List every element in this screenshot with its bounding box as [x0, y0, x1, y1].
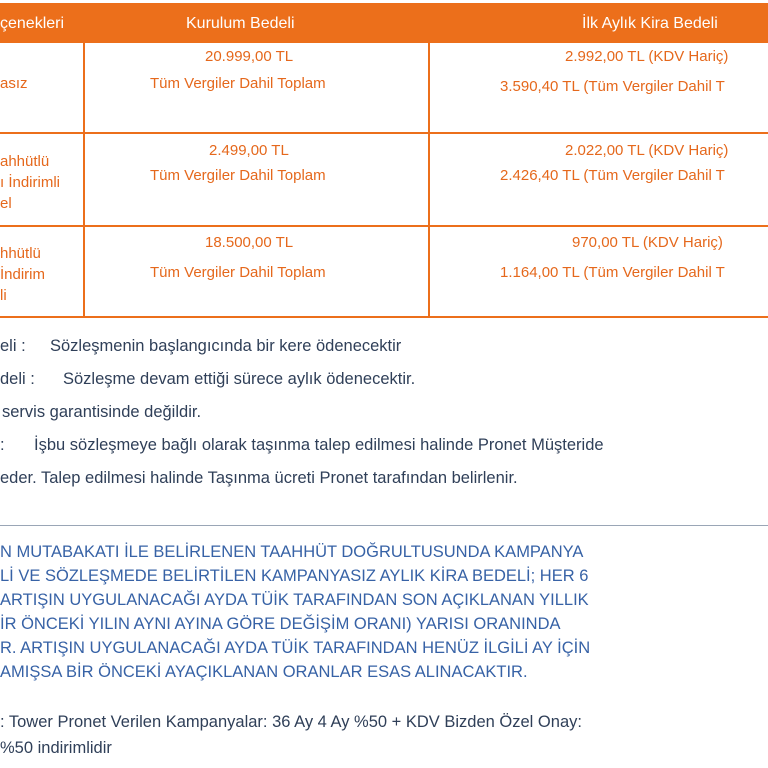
terms-line: İR ÖNCEKİ YILIN AYNI AYINA GÖRE DEĞİŞİM ORANI) YARISI ORANINDA: [0, 615, 561, 633]
setup-note: Tüm Vergiler Dahil Toplam: [150, 75, 326, 92]
header-options: çenekleri: [0, 15, 65, 32]
setup-price: 2.499,00 TL: [209, 142, 289, 159]
terms-line: Lİ VE SÖZLEŞMEDE BELİRTİLEN KAMPANYASIZ AYLIK KİRA BEDELİ; HER 6: [0, 567, 589, 585]
note-text: eder. Talep edilmesi halinde Taşınma ücreti Pronet tarafından belirlenir.: [0, 469, 518, 487]
label-line: el: [0, 195, 12, 212]
column-divider: [428, 43, 430, 318]
header-monthly-rent: İlk Aylık Kira Bedeli: [582, 15, 718, 32]
note-key: eli :: [0, 337, 26, 355]
note-text: Sözleşmenin başlangıcında bir kere ödenecektir: [50, 337, 402, 355]
row-divider: [0, 316, 768, 318]
terms-line: R. ARTIŞIN UYGULANACAĞI AYDA TÜİK TARAFINDAN HENÜZ İLGİLİ AY İÇİN: [0, 639, 591, 657]
table-row-label: [0, 73, 28, 94]
rent-incl-vat: 2.426,40 TL (Tüm Vergiler Dahil T: [500, 167, 725, 184]
setup-note: Tüm Vergiler Dahil Toplam: [150, 264, 326, 281]
campaign-line: %50 indirimlidir: [0, 739, 112, 757]
note-text: Sözleşme devam ettiği sürece aylık ödenecektir.: [63, 370, 416, 388]
note-key: :: [0, 436, 5, 454]
label-line: İndirim: [0, 266, 46, 283]
rent-excl-vat: 970,00 TL (KDV Hariç): [572, 234, 723, 251]
setup-price: 20.999,00 TL: [205, 48, 294, 65]
row-divider: [0, 132, 768, 134]
setup-price: 18.500,00 TL: [205, 234, 294, 251]
table-row-label: [0, 243, 45, 306]
label-line: ahhütlü: [0, 153, 50, 170]
rent-incl-vat: 1.164,00 TL (Tüm Vergiler Dahil T: [500, 264, 725, 281]
rent-excl-vat: 2.022,00 TL (KDV Hariç): [565, 142, 729, 159]
label-line: ı İndirimli: [0, 174, 61, 191]
column-divider: [83, 43, 85, 318]
terms-line: ARTIŞIN UYGULANACAĞI AYDA TÜİK TARAFINDAN SON AÇIKLANAN YILLIK: [0, 591, 589, 609]
terms-line: N MUTABAKATI İLE BELİRLENEN TAAHHÜT DOĞRULTUSUNDA KAMPANYA: [0, 543, 584, 561]
note-text: İşbu sözleşmeye bağlı olarak taşınma talep edilmesi halinde Pronet Müşteride: [34, 436, 604, 454]
label-line: hhütlü: [0, 245, 41, 262]
table-header: [0, 3, 768, 43]
label-line: asız: [0, 75, 28, 92]
setup-note: Tüm Vergiler Dahil Toplam: [150, 167, 326, 184]
terms-line: AMIŞSA BİR ÖNCEKİ AYAÇIKLANAN ORANLAR ESAS ALINACAKTIR.: [0, 663, 528, 681]
table-row-label: [0, 151, 60, 214]
label-line: li: [0, 287, 7, 304]
note-key: deli :: [0, 370, 35, 388]
campaign-line: : Tower Pronet Verilen Kampanyalar: 36 Ay 4 Ay %50 + KDV Bizden Özel Onay:: [0, 713, 582, 731]
header-setup-fee: Kurulum Bedeli: [186, 15, 295, 32]
row-divider: [0, 225, 768, 227]
note-text: servis garantisinde değildir.: [2, 403, 202, 421]
rent-excl-vat: 2.992,00 TL (KDV Hariç): [565, 48, 729, 65]
rent-incl-vat: 3.590,40 TL (Tüm Vergiler Dahil T: [500, 78, 725, 95]
section-divider: [0, 525, 768, 526]
